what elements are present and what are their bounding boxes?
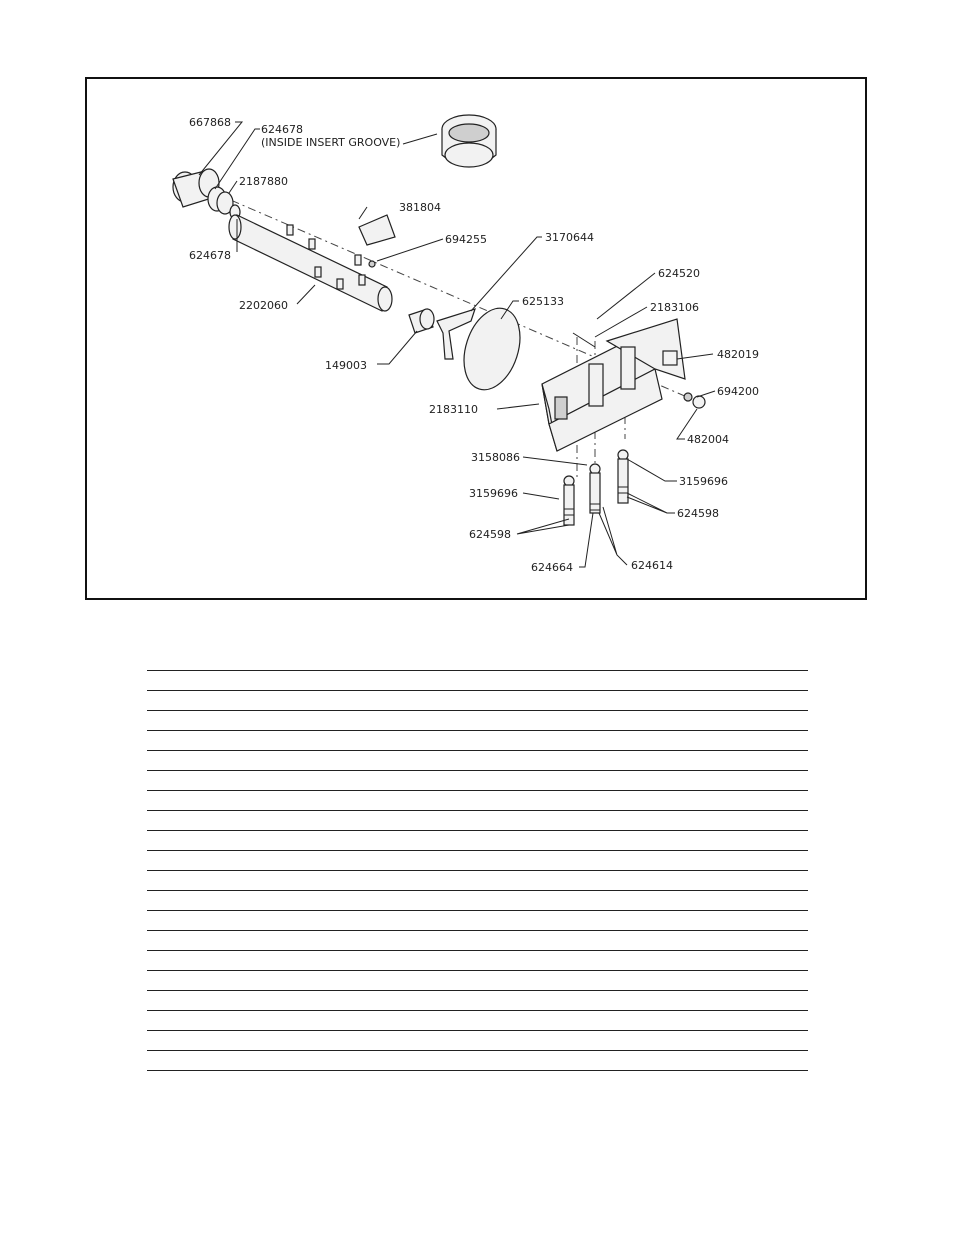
spring-part	[369, 261, 375, 267]
bushing-part	[409, 309, 434, 333]
label-2183106: 2183106	[650, 301, 699, 314]
label-2202060: 2202060	[239, 299, 288, 312]
table-row	[147, 830, 808, 850]
valve-stem-left	[564, 476, 574, 525]
exploded-view-diagram	[85, 77, 867, 600]
plug-part	[693, 396, 705, 408]
label-624520: 624520	[658, 267, 700, 280]
fitting-part	[663, 351, 677, 365]
label-624614: 624614	[631, 559, 673, 572]
table-row	[147, 710, 808, 730]
label-667868: 667868	[189, 116, 231, 129]
label-3170644: 3170644	[545, 231, 594, 244]
label-2187880: 2187880	[239, 175, 288, 188]
label-625133: 625133	[522, 295, 564, 308]
table-row	[147, 1050, 808, 1071]
table-row	[147, 910, 808, 930]
clip-part	[359, 215, 395, 245]
label-3159696-left: 3159696	[469, 487, 518, 500]
table-row	[147, 730, 808, 750]
pin-part	[573, 333, 595, 347]
table-row	[147, 690, 808, 710]
valve-stem-right	[618, 450, 628, 503]
insert-groove-detail	[442, 115, 496, 167]
table-row	[147, 770, 808, 790]
table-row	[147, 930, 808, 950]
label-694200: 694200	[717, 385, 759, 398]
table-row	[147, 990, 808, 1010]
label-3159696-right: 3159696	[679, 475, 728, 488]
label-insert-groove-note: (INSIDE INSERT GROOVE)	[261, 136, 401, 149]
table-row	[147, 810, 808, 830]
table-row	[147, 1030, 808, 1050]
table-row	[147, 750, 808, 770]
table-row	[147, 890, 808, 910]
label-624598-right: 624598	[677, 507, 719, 520]
label-624678-bottom: 624678	[189, 249, 231, 262]
label-149003: 149003	[325, 359, 367, 372]
table-row	[147, 790, 808, 810]
manifold-block	[542, 319, 685, 451]
table-row	[147, 670, 808, 690]
parts-list-table	[147, 670, 808, 1071]
table-row	[147, 970, 808, 990]
washer-part	[684, 393, 692, 401]
label-482019: 482019	[717, 348, 759, 361]
table-row	[147, 1010, 808, 1030]
table-row	[147, 950, 808, 970]
label-3158086: 3158086	[471, 451, 520, 464]
valve-stem-center	[590, 464, 600, 513]
label-624678-top: 624678	[261, 123, 303, 136]
label-624664: 624664	[531, 561, 573, 574]
label-624598-left: 624598	[469, 528, 511, 541]
table-row	[147, 850, 808, 870]
label-482004: 482004	[687, 433, 729, 446]
label-2183110: 2183110	[429, 403, 478, 416]
diagram-svg	[87, 79, 865, 598]
label-694255: 694255	[445, 233, 487, 246]
table-row	[147, 870, 808, 890]
label-381804: 381804	[399, 201, 441, 214]
